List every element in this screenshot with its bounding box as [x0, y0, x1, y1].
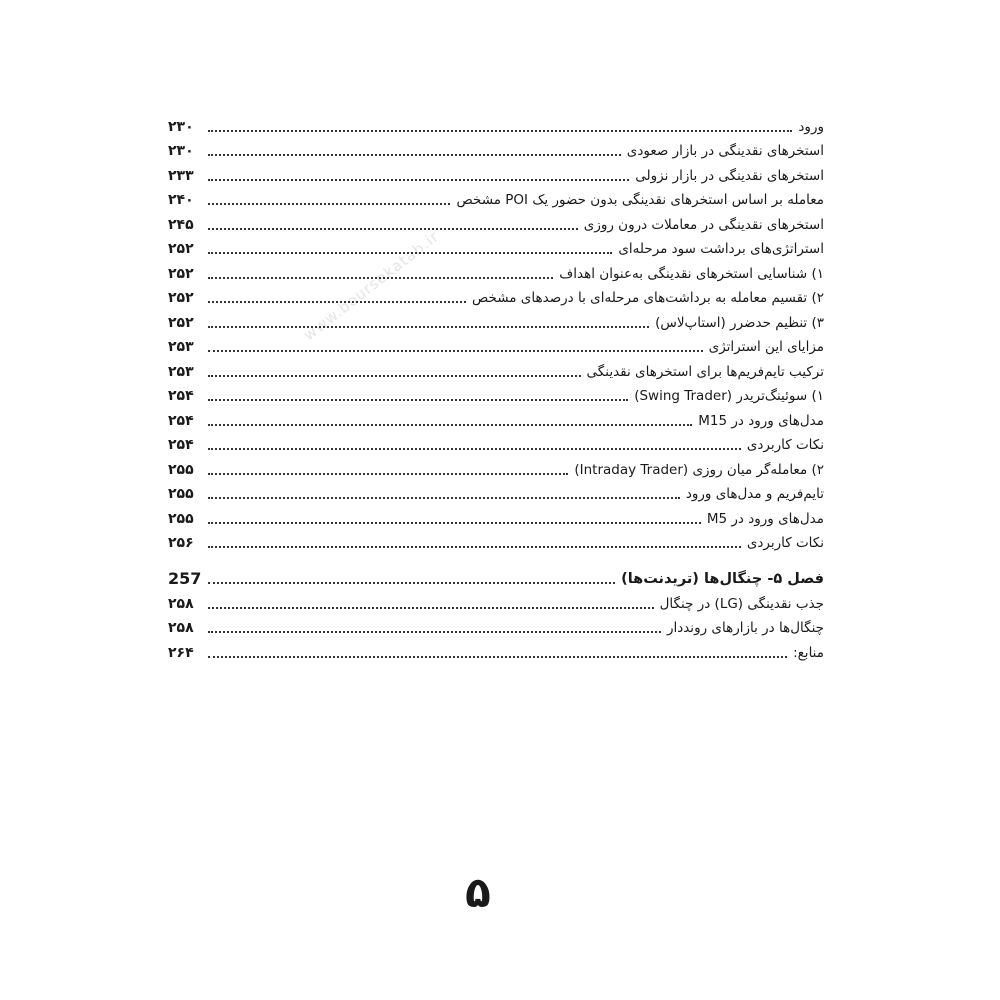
leader-dots — [208, 581, 615, 584]
toc-entry-page: ۲۵۴ — [168, 412, 194, 429]
leader-dots — [208, 630, 661, 633]
toc-entry-page: ۲۵۵ — [168, 461, 194, 478]
chapter-title: فصل ۵- چنگال‌ها (تریدنت‌ها) — [621, 571, 824, 587]
leader-dots — [208, 349, 703, 352]
toc-entry-page: ۲۵۲ — [168, 241, 194, 257]
leader-dots — [208, 178, 629, 181]
toc-entry-page: ۲۶۴ — [168, 644, 194, 661]
watermark: www.boursekatab.ir — [300, 227, 443, 345]
toc-entry-page: ۲۵۵ — [168, 510, 194, 527]
toc-entry — [168, 308, 824, 333]
toc-entry — [168, 259, 824, 284]
toc-entry — [168, 406, 824, 431]
chapter-page: 257 — [168, 569, 202, 588]
toc-entry-title: استراتژی‌های برداشت سود مرحله‌ای — [618, 241, 824, 257]
leader-dots — [208, 545, 741, 548]
toc-entry-page: ۲۵۴ — [168, 437, 194, 453]
toc-entry-title: تایم‌فریم و مدل‌های ورود — [685, 486, 824, 502]
leader-dots — [208, 398, 628, 401]
toc-entry-title: استخرهای نقدینگی در بازار نزولی — [635, 167, 824, 184]
toc-chapter-heading — [168, 563, 824, 589]
toc-entry-page: ۲۳۰ — [168, 118, 194, 135]
page-number: ۵ — [465, 868, 491, 917]
toc-entry-title: ۱) سوئینگ‌تریدر (Swing Trader) — [634, 388, 824, 404]
leader-dots — [208, 129, 792, 132]
toc-entry-title: ۲) تقسیم معامله به برداشت‌های مرحله‌ای با درصدهای مشخص — [471, 290, 824, 306]
toc-entry — [168, 210, 824, 235]
toc-entry-page: ۲۵۳ — [168, 363, 194, 380]
toc-entry — [168, 333, 824, 358]
toc-entry — [168, 455, 824, 480]
toc-entry — [168, 480, 824, 505]
leader-dots — [208, 325, 649, 328]
toc-entry-title: ورود — [798, 118, 824, 135]
leader-dots — [208, 202, 450, 205]
leader-dots — [208, 496, 680, 499]
leader-dots — [208, 276, 553, 279]
leader-dots — [208, 655, 787, 658]
toc-entry-title: نکات کاربردی — [746, 437, 824, 453]
toc-entry-page: ۲۵۳ — [168, 339, 194, 355]
toc-entry-page: ۲۵۸ — [168, 620, 194, 636]
toc-entry — [168, 161, 824, 186]
toc-entry — [168, 529, 824, 554]
toc-entry-title: مدل‌های ورود در M15 — [698, 412, 824, 429]
toc-entry — [168, 431, 824, 456]
leader-dots — [208, 423, 692, 426]
toc-entry-title: مزایای این استراتژی — [708, 339, 824, 355]
toc-entry-page: ۲۵۶ — [168, 535, 194, 551]
toc-entry-title: معامله بر اساس استخرهای نقدینگی بدون حضور یک POI مشخص — [456, 192, 824, 208]
toc-entry-title: نکات کاربردی — [746, 535, 824, 551]
toc-entry-title: منابع: — [793, 644, 824, 661]
toc-entry — [168, 235, 824, 260]
toc-entry-title: ۱) شناسایی استخرهای نقدینگی به‌عنوان اهداف — [559, 265, 824, 282]
toc-entry — [168, 112, 824, 137]
leader-dots — [208, 521, 701, 524]
toc-entry-page: ۲۳۰ — [168, 143, 194, 159]
toc-entry-title: ۳) تنظیم حدضرر (استاپ‌لاس) — [655, 314, 824, 331]
toc-entry-title: جذب نقدینگی (LG) در چنگال — [659, 595, 824, 612]
leader-dots — [208, 300, 466, 303]
toc-entry-title: ترکیب تایم‌فریم‌ها برای استخرهای نقدینگی — [586, 363, 824, 380]
leader-dots — [208, 447, 741, 450]
toc-entry-page: ۲۳۳ — [168, 167, 194, 184]
table-of-contents — [168, 112, 824, 663]
toc-entry-page: ۲۵۲ — [168, 314, 194, 331]
toc-entry-page: ۲۵۲ — [168, 265, 194, 282]
toc-entry-title: استخرهای نقدینگی در بازار صعودی — [626, 143, 824, 159]
leader-dots — [208, 227, 578, 230]
toc-entry-page: ۲۴۵ — [168, 216, 194, 233]
leader-dots — [208, 251, 612, 254]
toc-entry — [168, 382, 824, 407]
toc-entry — [168, 614, 824, 639]
toc-entry — [168, 137, 824, 162]
toc-entry-page: ۲۴۰ — [168, 192, 194, 208]
toc-entry — [168, 357, 824, 382]
leader-dots — [208, 374, 581, 377]
leader-dots — [208, 153, 621, 156]
leader-dots — [208, 606, 654, 609]
toc-entry — [168, 638, 824, 663]
toc-entry — [168, 186, 824, 211]
toc-entry — [168, 284, 824, 309]
toc-entry — [168, 504, 824, 529]
toc-entry-page: ۲۵۸ — [168, 595, 194, 612]
toc-entry-title: چنگال‌ها در بازارهای رونددار — [666, 620, 824, 636]
toc-entry-page: ۲۵۲ — [168, 290, 194, 306]
toc-entry — [168, 589, 824, 614]
leader-dots — [208, 472, 568, 475]
toc-entry-title: مدل‌های ورود در M5 — [706, 510, 824, 527]
toc-entry-page: ۲۵۴ — [168, 388, 194, 404]
toc-entry-title: استخرهای نقدینگی در معاملات درون روزی — [583, 216, 824, 233]
toc-entry-page: ۲۵۵ — [168, 486, 194, 502]
toc-entry-title: ۲) معامله‌گر میان روزی (Intraday Trader) — [574, 461, 824, 478]
